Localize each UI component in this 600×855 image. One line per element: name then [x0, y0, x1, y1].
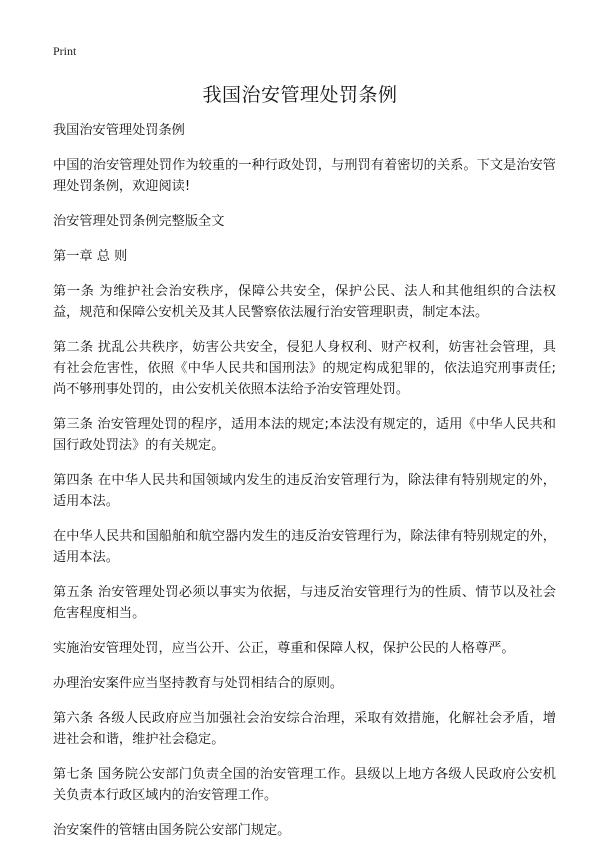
paragraph-article-3: 第三条 治安管理处罚的程序，适用本法的规定;本法没有规定的，适用《中华人民共和国行政处罚法》的有关规定。: [53, 417, 556, 453]
paragraph-article-6: 第六条 各级人民政府应当加强社会治安综合治理，采取有效措施，化解社会矛盾，增进社会和谐，维护社会稳定。: [53, 711, 556, 747]
paragraph-chapter-heading: 第一章 总 则: [53, 249, 128, 264]
paragraph-article-7-cont: 治安案件的管辖由国务院公安部门规定。: [53, 823, 291, 838]
document-title: 我国治安管理处罚条例: [202, 84, 398, 106]
print-link[interactable]: Print: [53, 44, 77, 58]
paragraph-subtitle: 我国治安管理处罚条例: [53, 123, 185, 138]
paragraph-fulltext-heading: 治安管理处罚条例完整版全文: [53, 214, 225, 229]
paragraph-article-4-cont: 在中华人民共和国船舶和航空器内发生的违反治安管理行为，除法律有特别规定的外，适用本法。: [53, 529, 556, 565]
paragraph-article-5-cont-2: 办理治安案件应当坚持教育与处罚相结合的原则。: [53, 676, 344, 691]
paragraph-intro: 中国的治安管理处罚作为较重的一种行政处罚，与刑罚有着密切的关系。下文是治安管理处罚条例，欢迎阅读!: [53, 158, 556, 194]
paragraph-article-5: 第五条 治安管理处罚必须以事实为依据，与违反治安管理行为的性质、情节以及社会危害程度相当。: [53, 585, 556, 621]
paragraph-article-5-cont-1: 实施治安管理处罚，应当公开、公正，尊重和保障人权，保护公民的人格尊严。: [53, 641, 515, 656]
paragraph-article-4: 第四条 在中华人民共和国领域内发生的违反治安管理行为，除法律有特别规定的外，适用本法。: [53, 473, 556, 509]
paragraph-article-7: 第七条 国务院公安部门负责全国的治安管理工作。县级以上地方各级人民政府公安机关负责本行政区域内的治安管理工作。: [53, 767, 556, 803]
paragraph-article-1: 第一条 为维护社会治安秩序，保障公共安全，保护公民、法人和其他组织的合法权益，规范和保障公安机关及其人民警察依法履行治安管理职责，制定本法。: [53, 284, 556, 320]
document-body: [53, 120, 556, 855]
paragraph-article-2: 第二条 扰乱公共秩序，妨害公共安全，侵犯人身权利、财产权利，妨害社会管理，具有社会危害性，依照《中华人民共和国刑法》的规定构成犯罪的，依法追究刑事责任;尚不够刑事处罚的，由公安机关依照本法给予治安管理处罚。: [53, 340, 556, 397]
